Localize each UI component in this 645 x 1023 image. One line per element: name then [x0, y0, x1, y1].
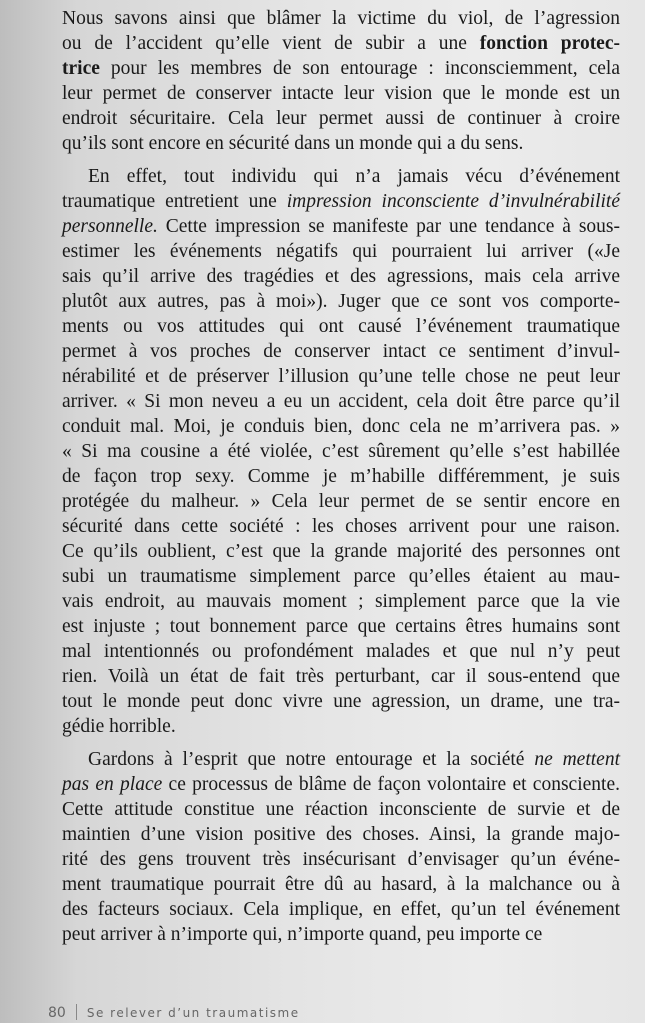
text-segment: Ce qu’ils oublient, c’est que la grande majorité des personnes ont — [62, 541, 620, 562]
text-segment: subi un traumatisme simplement parce qu’elles étaient au mau- — [62, 566, 620, 587]
text-line — [62, 239, 620, 264]
text-segment: pour les membres de son entourage : inconsciemment, cela — [99, 58, 620, 79]
text-segment: des facteurs sociaux. Cela implique, en effet, qu’un tel événement — [62, 899, 620, 920]
text-line — [62, 131, 620, 156]
text-segment: sécurité dans cette société : les choses arrivent pour une raison. — [62, 516, 620, 537]
text-line — [62, 289, 620, 314]
text-line — [62, 822, 620, 847]
text-segment: tout le monde peut donc vivre une agression, un drame, une tra- — [62, 691, 620, 712]
text-segment: vais endroit, au mauvais moment ; simplement parce que la vie — [62, 591, 620, 612]
page-footer — [48, 1004, 300, 1021]
text-line — [62, 439, 620, 464]
text-line — [62, 514, 620, 539]
bold-text: fonction protec- — [479, 33, 620, 54]
italic-text: personnelle. — [62, 216, 158, 237]
running-title: Se relever d’un traumatisme — [86, 1006, 300, 1020]
body-text — [62, 6, 620, 947]
text-line — [62, 339, 620, 364]
text-segment: plutôt aux autres, pas à moi»). Juger que ce sont vos comporte- — [62, 291, 620, 312]
text-line — [62, 6, 620, 31]
text-segment: gédie horrible. — [62, 716, 176, 737]
text-line — [62, 464, 620, 489]
bold-text: trice — [62, 58, 100, 79]
text-segment: arriver. « Si mon neveu a eu un accident, cela doit être parce qu’il — [62, 391, 620, 412]
text-segment: rien. Voilà un état de fait très perturbant, car il sous-entend que — [62, 666, 620, 687]
text-segment: ce processus de blâme de façon volontaire et consciente. — [162, 774, 620, 795]
text-segment: rité des gens trouvent très insécurisant d’envisager qu’un événe- — [62, 849, 620, 870]
text-segment: protégée du malheur. » Cela leur permet de se sentir encore en — [62, 491, 620, 512]
text-line — [62, 539, 620, 564]
text-line — [62, 489, 620, 514]
text-segment: mal intentionnés ou profondément malades et que nul n’y peut — [62, 641, 620, 662]
text-segment: leur permet de conserver intacte leur vision que le monde est un — [62, 83, 620, 104]
text-line — [62, 639, 620, 664]
text-segment: Cette impression se manifeste par une tendance à sous- — [157, 216, 620, 237]
text-line — [62, 772, 620, 797]
text-segment: En effet, tout individu qui n’a jamais vécu d’événement — [88, 166, 620, 187]
text-segment: endroit sécuritaire. Cela leur permet aussi de continuer à croire — [62, 108, 620, 129]
text-line — [62, 214, 620, 239]
text-line — [62, 564, 620, 589]
text-line — [62, 897, 620, 922]
text-segment: conduit mal. Moi, je conduis bien, donc cela ne m’arrivera pas. » — [62, 416, 620, 437]
italic-text: pas en place — [62, 774, 163, 795]
text-segment: qu’ils sont encore en sécurité dans un monde qui a du sens. — [62, 133, 524, 154]
text-line — [62, 106, 620, 131]
text-line — [62, 189, 620, 214]
text-segment: ment traumatique pourrait être dû au hasard, à la malchance ou à — [62, 874, 620, 895]
text-line — [62, 314, 620, 339]
text-segment: est injuste ; tout bonnement parce que certains êtres humains sont — [62, 616, 620, 637]
footer-divider — [76, 1004, 77, 1020]
text-segment: Nous savons ainsi que blâmer la victime du viol, de l’agression — [62, 8, 620, 29]
text-segment: Cette attitude constitue une réaction inconsciente de survie et de — [62, 799, 620, 820]
text-line — [62, 389, 620, 414]
text-line — [62, 714, 620, 739]
text-line — [62, 747, 620, 772]
text-line — [62, 31, 620, 56]
text-line — [62, 689, 620, 714]
text-segment: de façon trop sexy. Comme je m’habille différemment, je suis — [62, 466, 620, 487]
text-segment: maintien d’une vision positive des choses. Ainsi, la grande majo- — [62, 824, 620, 845]
text-segment: nérabilité et de préserver l’illusion qu’une telle chose ne peut leur — [62, 366, 620, 387]
italic-text: impression inconsciente d’invulnérabilité — [286, 191, 620, 212]
text-line — [62, 847, 620, 872]
text-segment: ou de l’accident qu’elle vient de subir a une — [62, 33, 480, 54]
text-line — [62, 164, 620, 189]
text-segment: sais qu’il arrive des tragédies et des agressions, mais cela arrive — [62, 266, 620, 287]
italic-text: ne mettent — [534, 749, 620, 770]
text-line — [62, 56, 620, 81]
text-line — [62, 614, 620, 639]
text-segment: peut arriver à n’importe qui, n’importe quand, peu importe ce — [62, 924, 543, 945]
text-segment: « Si ma cousine a été violée, c’est sûrement qu’elle s’est habillée — [62, 441, 620, 462]
text-segment: ments ou vos attitudes qui ont causé l’événement traumatique — [62, 316, 620, 337]
text-segment: traumatique entretient une — [62, 191, 287, 212]
page-number: 80 — [48, 1005, 66, 1021]
text-segment: estimer les événements négatifs qui pourraient lui arriver («Je — [62, 241, 620, 262]
text-line — [62, 81, 620, 106]
text-segment: Gardons à l’esprit que notre entourage et la société — [88, 749, 535, 770]
text-segment: permet à vos proches de conserver intact ce sentiment d’invul- — [62, 341, 620, 362]
text-line — [62, 264, 620, 289]
text-line — [62, 922, 620, 947]
text-line — [62, 364, 620, 389]
text-line — [62, 414, 620, 439]
text-line — [62, 797, 620, 822]
text-line — [62, 589, 620, 614]
text-line — [62, 664, 620, 689]
text-line — [62, 872, 620, 897]
